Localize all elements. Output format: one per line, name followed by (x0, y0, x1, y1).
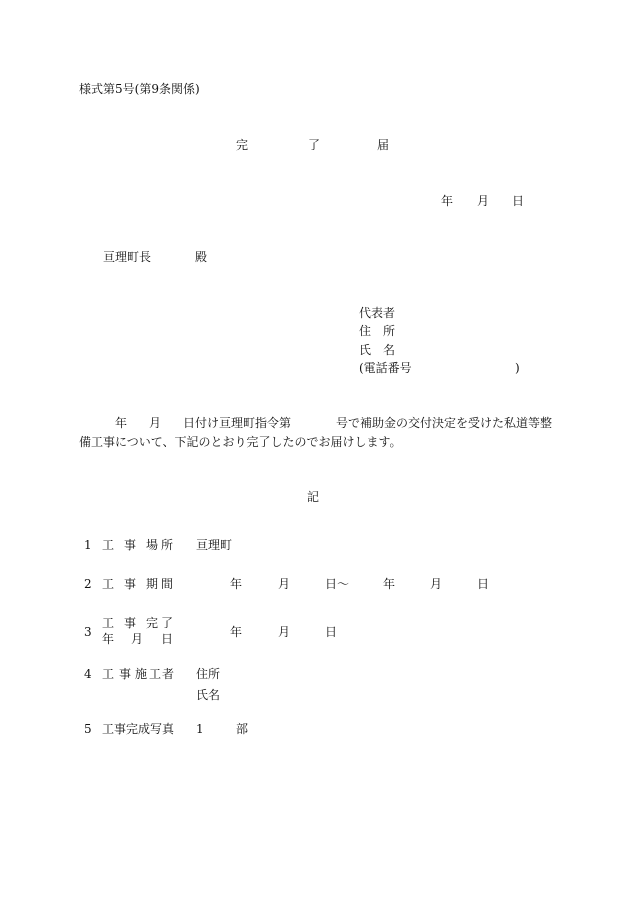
item-1-value: 亘理町 (196, 538, 233, 552)
item-3-label-1: 工 (102, 616, 115, 630)
body-year: 年 (115, 416, 128, 430)
title-char-2: 了 (308, 138, 321, 152)
applicant-phone-close: ) (515, 361, 520, 375)
item-4-name-label: 氏名 (196, 688, 221, 702)
honorific: 殿 (195, 250, 208, 264)
item-4-label-5: 者 (162, 667, 175, 681)
body-line-2: 備工事について、下記のとおり完了したのでお届けします。 (79, 435, 402, 449)
item-3-label-month: 月 (131, 632, 144, 646)
item-2-number: 2 (84, 577, 92, 591)
date-year: 年 (441, 194, 454, 208)
item-2-month2: 月 (430, 577, 443, 591)
item-3-label-2: 事 (124, 616, 137, 630)
item-3-month: 月 (278, 625, 291, 639)
ki-heading: 記 (307, 490, 320, 504)
item-5-label: 工事完成写真 (102, 722, 175, 736)
title-char-1: 完 (236, 138, 249, 152)
item-4-address-label: 住所 (196, 667, 221, 681)
item-4-label-1: 工 (102, 667, 115, 681)
date-month: 月 (477, 194, 490, 208)
item-2-year2: 年 (383, 577, 396, 591)
item-2-day1: 日〜 (325, 577, 350, 591)
applicant-address: 住 所 (359, 324, 396, 338)
item-3-label-year: 年 (102, 632, 115, 646)
item-4-label-3: 施 (135, 667, 148, 681)
item-1-label-3: 場 (146, 538, 159, 552)
applicant-name: 氏 名 (359, 343, 396, 357)
item-2-month1: 月 (278, 577, 291, 591)
item-1-label-2: 事 (124, 538, 137, 552)
item-2-year1: 年 (230, 577, 243, 591)
date-day: 日 (512, 194, 525, 208)
body-day-text: 日付け亘理町指令第 (183, 416, 292, 430)
title-char-3: 届 (377, 138, 390, 152)
item-1-label-4: 所 (161, 538, 174, 552)
item-3-label-3: 完 (146, 616, 159, 630)
item-2-label-2: 事 (124, 577, 137, 591)
item-4-label-2: 事 (119, 667, 132, 681)
item-3-label-day: 日 (161, 632, 174, 646)
item-2-label-4: 間 (161, 577, 174, 591)
body-month: 月 (149, 416, 162, 430)
item-2-day2: 日 (477, 577, 490, 591)
item-3-day: 日 (325, 625, 338, 639)
item-3-year: 年 (230, 625, 243, 639)
body-rest: 号で補助金の交付決定を受けた私道等整 (336, 416, 553, 430)
addressee: 亘理町長 (103, 250, 152, 264)
item-2-label-3: 期 (146, 577, 159, 591)
item-4-label-4: 工 (149, 667, 162, 681)
item-1-label-1: 工 (102, 538, 115, 552)
item-5-count: 1 (196, 722, 204, 736)
item-3-label-4: 了 (161, 616, 174, 630)
item-4-number: 4 (84, 667, 92, 681)
form-number: 様式第5号(第9条関係) (79, 82, 200, 96)
item-5-number: 5 (84, 722, 92, 736)
item-2-label-1: 工 (102, 577, 115, 591)
applicant-phone-open: (電話番号 (359, 361, 412, 375)
applicant-representative: 代表者 (359, 306, 396, 320)
item-3-number: 3 (84, 625, 92, 639)
item-5-unit: 部 (236, 722, 249, 736)
item-1-number: 1 (84, 538, 92, 552)
